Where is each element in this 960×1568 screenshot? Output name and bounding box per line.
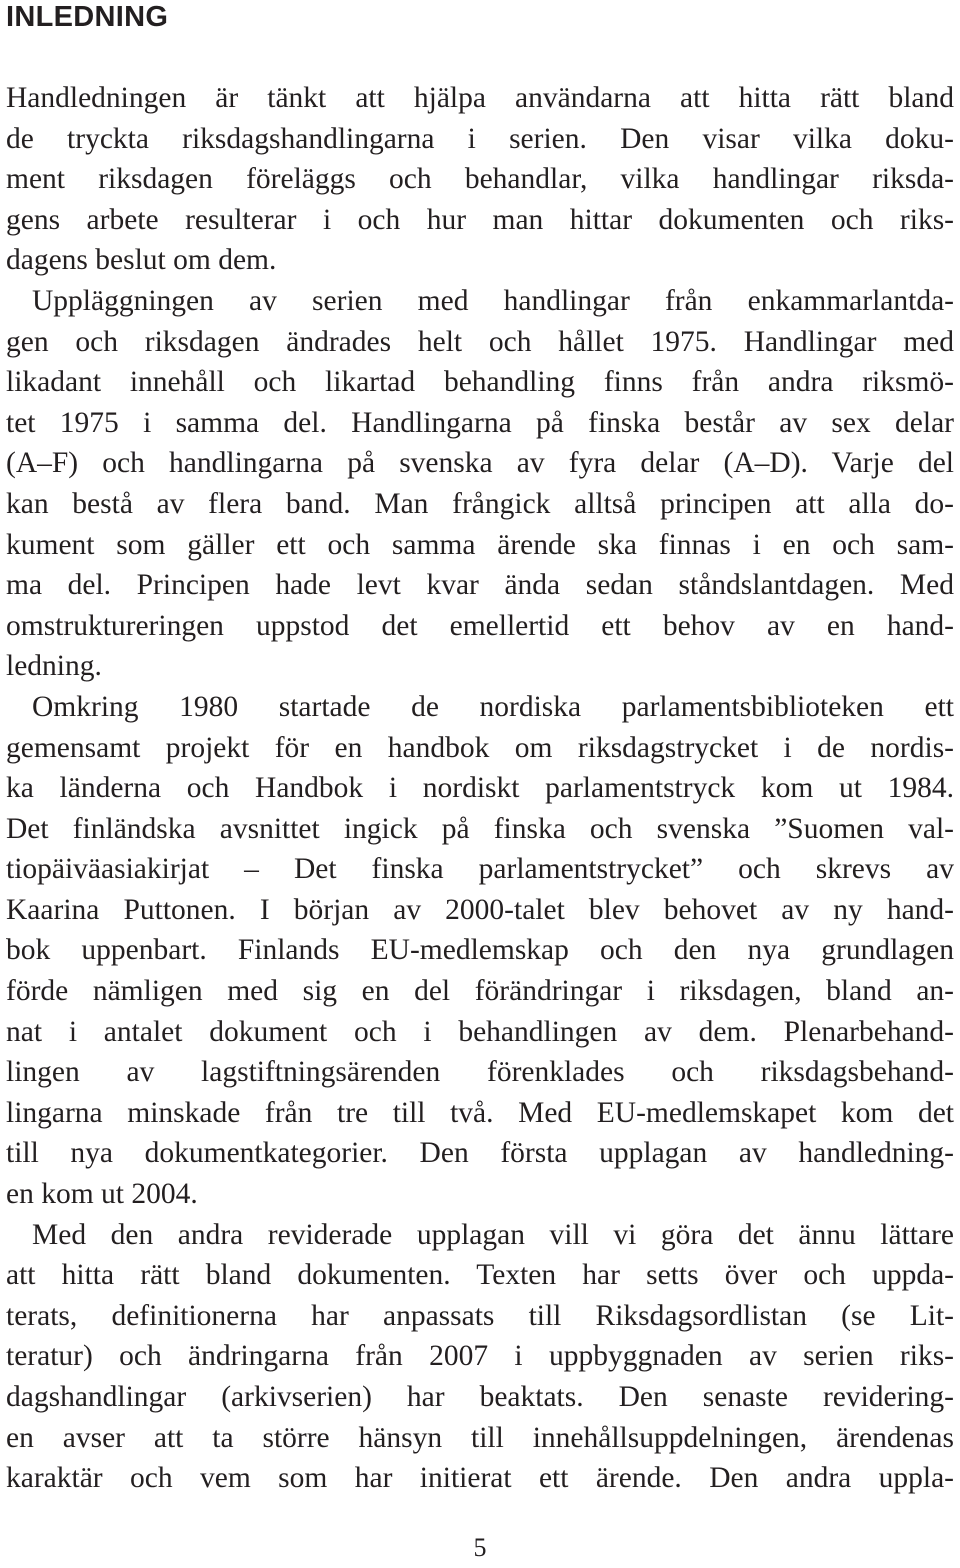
text-line: likadant innehåll och likartad behandling finns från andra riksmö- [6, 366, 954, 399]
text-line: gens arbete resulterar i och hur man hittar dokumenten och riks- [6, 203, 954, 236]
text-line: Handledningen är tänkt att hjälpa användarna att hitta rätt bland [6, 82, 954, 114]
text-line: förde nämligen med sig en del förändringar i riksdagen, bland an- [6, 975, 954, 1008]
text-line: att hitta rätt bland dokumenten. Texten har setts över och uppda- [6, 1259, 954, 1292]
body-text [6, 78, 954, 1499]
text-line: en avser att ta större hänsyn till innehållsuppdelningen, ärendenas [6, 1421, 954, 1454]
text-line: kan bestå av flera band. Man frångick alltså principen att alla do- [6, 487, 954, 520]
text-line: gemensamt projekt för en handbok om riksdagstrycket i de nordis- [6, 731, 954, 764]
text-line: Kaarina Puttonen. I början av 2000-talet blev behovet av ny hand- [6, 893, 954, 926]
text-line: gen och riksdagen ändrades helt och hållet 1975. Handlingar med [6, 325, 954, 358]
text-line: en kom ut 2004. [6, 1178, 198, 1211]
text-line: Det finländska avsnittet ingick på finska och svenska ”Suomen val- [6, 812, 954, 845]
text-line: ma del. Principen hade levt kvar ända sedan ståndslantdagen. Med [6, 569, 954, 602]
text-line: lingen av lagstiftningsärenden förenklades och riksdagsbehand- [6, 1056, 954, 1089]
text-line: terats, definitionerna har anpassats till Riksdagsordlistan (se Lit- [6, 1299, 954, 1332]
page-number: 5 [473, 1533, 487, 1562]
text-line: lingarna minskade från tre till två. Med EU-medlemskapet kom det [6, 1096, 954, 1129]
text-line: ledning. [6, 650, 102, 683]
text-line: nat i antalet dokument och i behandlingen av dem. Plenarbehand- [6, 1015, 954, 1048]
text-line: Med den andra reviderade upplagan vill vi göra det ännu lättare [32, 1218, 954, 1251]
text-line: Omkring 1980 startade de nordiska parlamentsbiblioteken ett [32, 690, 954, 723]
text-line: kument som gäller ett och samma ärende ska finnas i en och sam- [6, 528, 954, 561]
text-line: dagens beslut om dem. [6, 244, 277, 277]
section-heading: INLEDNING [6, 1, 169, 33]
text-line: ment riksdagen föreläggs och behandlar, vilka handlingar riksda- [6, 163, 954, 196]
text-line: ka länderna och Handbok i nordiskt parlamentstryck kom ut 1984. [6, 772, 954, 805]
text-line: (A–F) och handlingarna på svenska av fyra delar (A–D). Varje del [6, 447, 954, 480]
text-line: till nya dokumentkategorier. Den första upplagan av handledning- [6, 1137, 954, 1170]
text-line: karaktär och vem som har initierat ett ärende. Den andra uppla- [6, 1462, 954, 1495]
text-line: tet 1975 i samma del. Handlingarna på finska består av sex delar [6, 406, 954, 439]
text-line: Uppläggningen av serien med handlingar från enkammarlantda- [32, 284, 954, 317]
text-line: bok uppenbart. Finlands EU-medlemskap och den nya grundlagen [6, 934, 954, 967]
text-line: dagshandlingar (arkivserien) har beaktats. Den senaste revidering- [6, 1381, 954, 1413]
text-line: de tryckta riksdagshandlingarna i serien. Den visar vilka doku- [6, 122, 954, 155]
text-line: tiopäiväasiakirjat – Det finska parlamentstrycket” och skrevs av [6, 853, 954, 886]
text-line: teratur) och ändringarna från 2007 i uppbyggnaden av serien riks- [6, 1340, 954, 1373]
text-line: omstruktureringen uppstod det emellertid ett behov av en hand- [6, 609, 954, 642]
